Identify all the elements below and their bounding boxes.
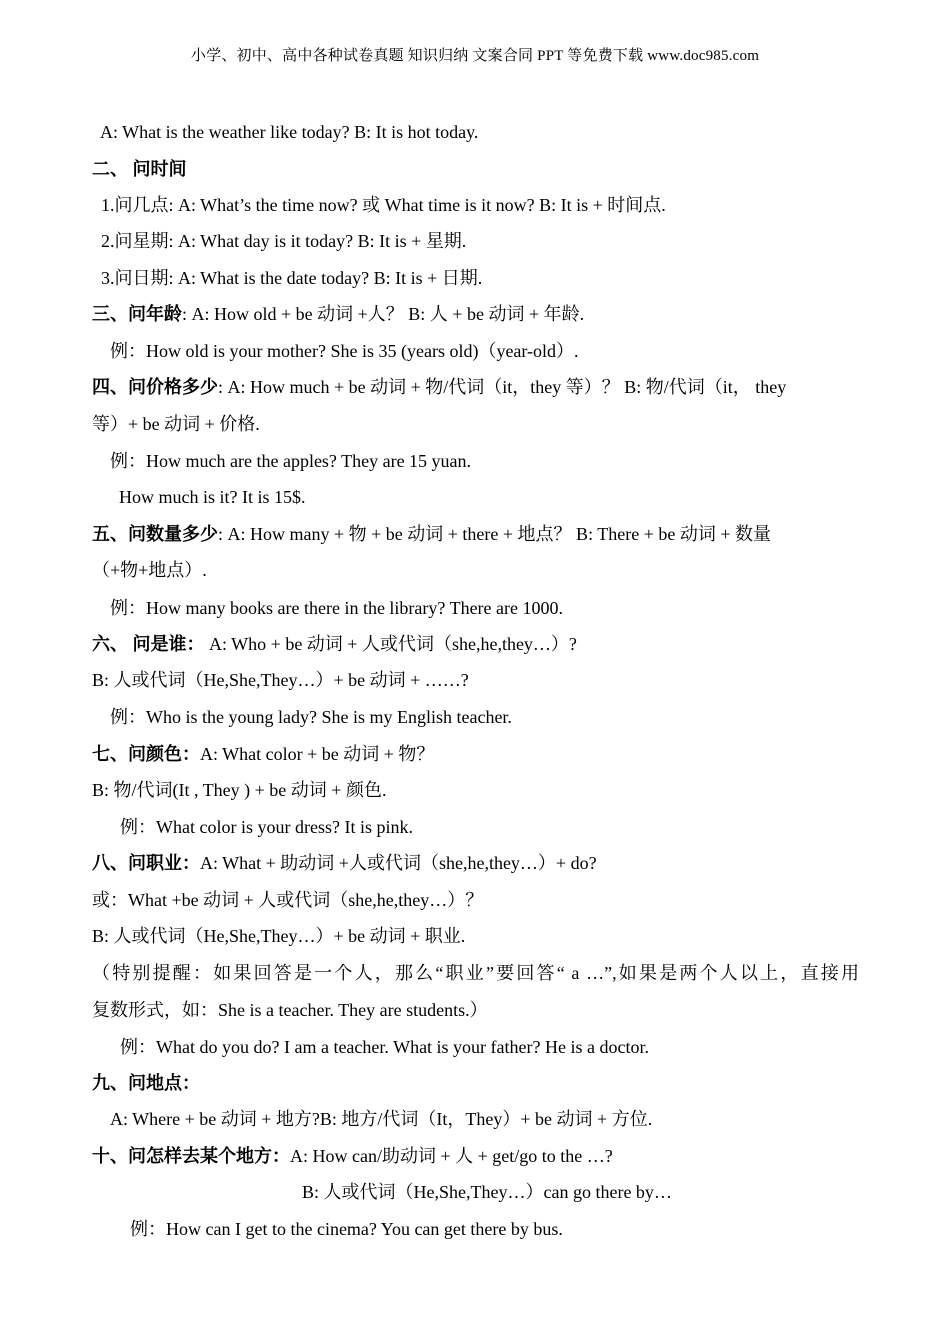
section-10-answer: B: 人或代词（He,She,They…）can go there by… xyxy=(302,1182,672,1202)
section-9-body: A: Where + be 动词 + 地方?B: 地方/代词（It，They）+ be 动词 + 方位. xyxy=(110,1109,653,1129)
section-8-answer: B: 人或代词（He,She,They…）+ be 动词 + 职业. xyxy=(92,926,466,946)
section-10-body: A: How can/助动词 + 人 + get/go to the …? xyxy=(290,1146,613,1166)
section-2-item-3: 3.问日期: A: What is the date today? B: It is + 日期. xyxy=(101,268,483,288)
section-7-line xyxy=(92,742,434,766)
section-8-example: 例：What do you do? I am a teacher. What is your father? He is a doctor. xyxy=(120,1037,649,1057)
section-3-body: : A: How old + be 动词 +人？ B: 人 + be 动词 + 年龄. xyxy=(182,304,585,324)
section-7-answer: B: 物/代词(It , They ) + be 动词 + 颜色. xyxy=(92,780,387,800)
section-4-example-1: 例：How much are the apples? They are 15 yuan. xyxy=(110,451,472,471)
section-3-heading: 三、问年龄 xyxy=(92,304,182,324)
section-9-heading: 九、问地点： xyxy=(92,1073,200,1093)
section-4-line xyxy=(92,375,859,399)
section-3-line xyxy=(92,302,584,326)
section-2-item-1: 1.问几点: A: What’s the time now? 或 What time is it now? B: It is + 时间点. xyxy=(101,195,666,215)
section-6-answer: B: 人或代词（He,She,They…）+ be 动词 + ……? xyxy=(92,670,469,690)
section-6-example: 例：Who is the young lady? She is my English teacher. xyxy=(110,707,512,727)
section-8-note-1: （特别提醒：如果回答是一个人，那么“职业”要回答“ a …”,如果是两个人以上，直接用 xyxy=(92,963,859,983)
section-5-line xyxy=(92,522,859,546)
section-6-body: A: Who + be 动词 + 人或代词（she,he,they…）? xyxy=(204,634,577,654)
section-7-heading: 七、问颜色： xyxy=(92,744,200,764)
section-8-heading: 八、问职业： xyxy=(92,853,200,873)
section-4-example-2: How much is it? It is 15$. xyxy=(119,487,306,507)
section-8-note-2: 复数形式，如：She is a teacher. They are students.） xyxy=(92,1000,488,1020)
section-5-example: 例：How many books are there in the library? There are 1000. xyxy=(110,598,564,618)
section-2-item-2: 2.问星期: A: What day is it today? B: It is + 星期. xyxy=(101,231,467,251)
section-8-alternative: 或：What +be 动词 + 人或代词（she,he,they…）？ xyxy=(92,890,484,910)
section-6-line xyxy=(92,632,577,656)
section-5-heading: 五、问数量多少 xyxy=(92,524,218,544)
section-2-heading: 二、 问时间 xyxy=(92,159,187,179)
section-8-line xyxy=(92,851,597,875)
page-header: 小学、初中、高中各种试卷真题 知识归纳 文案合同 PPT 等免费下载 www.doc985.com xyxy=(190,48,760,64)
section-10-heading: 十、问怎样去某个地方： xyxy=(92,1146,290,1166)
section-5-continuation: （+物+地点）. xyxy=(92,560,207,580)
section-10-example: 例：How can I get to the cinema? You can get there by bus. xyxy=(130,1219,563,1239)
section-10-line xyxy=(92,1144,613,1168)
section-6-heading: 六、 问是谁： xyxy=(92,634,205,654)
section-5-body: : A: How many + 物 + be 动词 + there + 地点？ B: There + be 动词 + 数量 xyxy=(218,524,771,544)
section-7-example: 例：What color is your dress? It is pink. xyxy=(120,817,413,837)
section-7-body: A: What color + be 动词 + 物？ xyxy=(200,744,435,764)
section-4-body: : A: How much + be 动词 + 物/代词（it，they 等）？ B: 物/代词（it， they xyxy=(218,377,787,397)
section-8-body: A: What + 助动词 +人或代词（she,he,they…）+ do? xyxy=(200,853,597,873)
section-4-heading: 四、问价格多少 xyxy=(92,377,218,397)
section-3-example: 例：How old is your mother? She is 35 (years old)（year-old）. xyxy=(110,341,579,361)
weather-line: A: What is the weather like today? B: It is hot today. xyxy=(100,122,479,142)
section-4-continuation: 等）+ be 动词 + 价格. xyxy=(92,414,260,434)
